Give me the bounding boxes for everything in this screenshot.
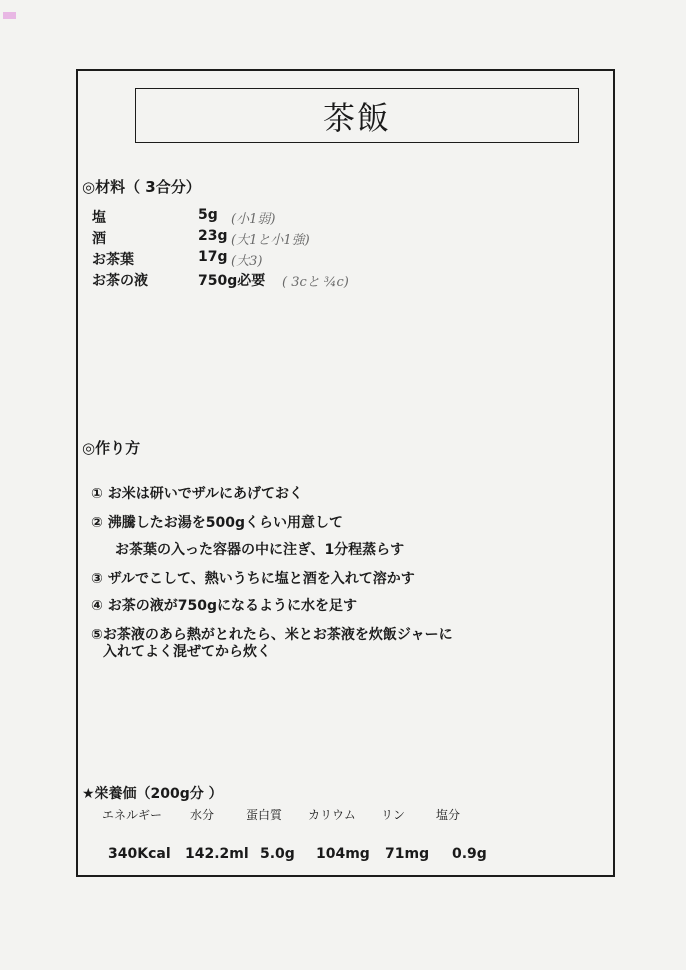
nutrition-label: エネルギー bbox=[102, 808, 163, 822]
nutrition-value: 0.9g bbox=[452, 846, 487, 862]
ingredient-amount: 17g bbox=[198, 249, 228, 265]
ingredient-amount: 5g bbox=[198, 207, 218, 223]
method-step: お茶葉の入った容器の中に注ぎ、1分程蒸らす bbox=[115, 542, 405, 558]
ingredient-name: お茶の液 bbox=[92, 273, 148, 289]
method-step: ② 沸騰したお湯を500gくらい用意して bbox=[91, 515, 343, 531]
nutrition-label: 塩分 bbox=[436, 808, 461, 822]
ingredient-amount: 23g bbox=[198, 228, 228, 244]
recipe-title: 茶飯 bbox=[135, 88, 579, 143]
nutrition-value: 71mg bbox=[385, 846, 430, 862]
nutrition-value: 5.0g bbox=[260, 846, 295, 862]
nutrition-label: 水分 bbox=[190, 808, 215, 822]
nutrition-value: 142.2ml bbox=[185, 846, 249, 862]
method-step: ④ お茶の液が750gになるように水を足す bbox=[91, 598, 357, 614]
materials-heading: ◎材料（ 3合分） bbox=[82, 178, 201, 196]
nutrition-label: 蛋白質 bbox=[246, 808, 283, 822]
ingredient-note: (大1と小1強) bbox=[231, 233, 310, 248]
ingredient-name: お茶葉 bbox=[92, 252, 134, 268]
method-step: ③ ザルでこして、熱いうちに塩と酒を入れて溶かす bbox=[91, 571, 415, 587]
nutrition-heading: ★栄養価（200g分 ） bbox=[82, 786, 223, 802]
method-step: ① お米は研いでザルにあげておく bbox=[91, 486, 304, 502]
nutrition-label: リン bbox=[381, 808, 406, 822]
nutrition-value: 104mg bbox=[316, 846, 370, 862]
method-step: 入れてよく混ぜてから炊く bbox=[103, 644, 271, 660]
nutrition-value: 340Kcal bbox=[108, 846, 171, 862]
page-corner-mark bbox=[3, 12, 16, 19]
ingredient-note: (大3) bbox=[231, 254, 263, 269]
method-step: ⑤お茶液のあら熱がとれたら、米とお茶液を炊飯ジャーに bbox=[91, 627, 453, 643]
ingredient-name: 酒 bbox=[92, 231, 106, 247]
nutrition-label: カリウム bbox=[308, 808, 356, 822]
method-heading: ◎作り方 bbox=[82, 439, 141, 457]
ingredient-amount: 750g必要 bbox=[198, 273, 266, 289]
recipe-card bbox=[76, 69, 615, 877]
ingredient-note: ( 3cと ¾c) bbox=[282, 275, 349, 290]
ingredient-name: 塩 bbox=[92, 210, 106, 226]
ingredient-note: (小1弱) bbox=[231, 212, 276, 227]
